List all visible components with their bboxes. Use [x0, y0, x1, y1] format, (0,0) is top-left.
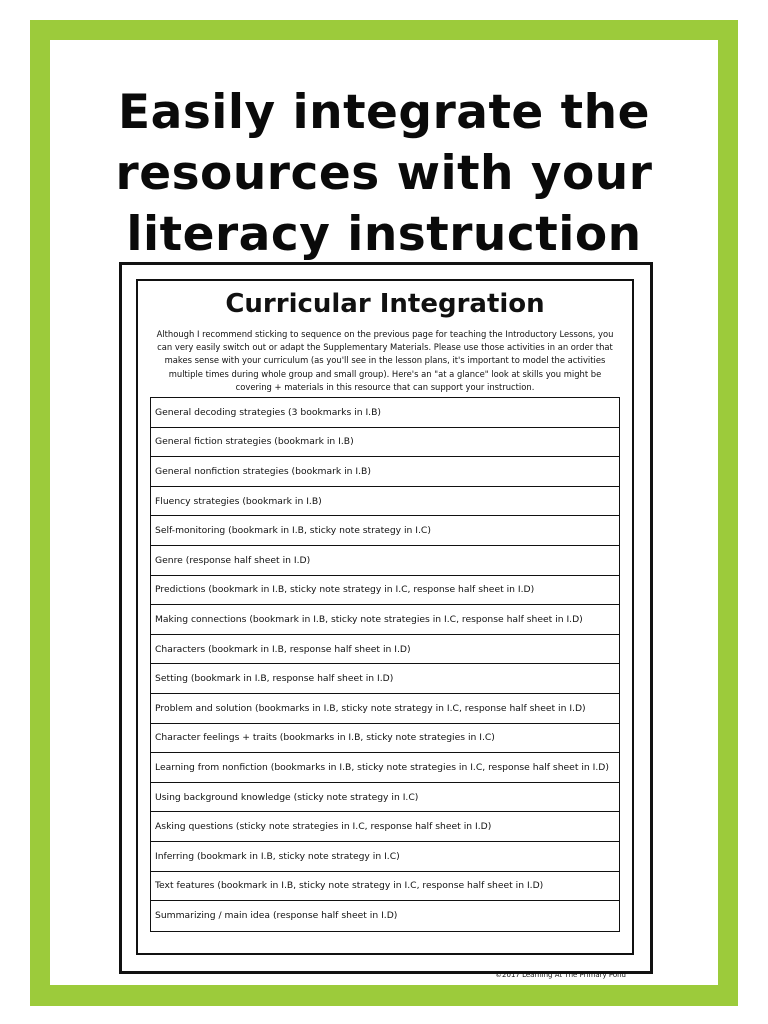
headline-line-3: literacy instruction: [126, 207, 642, 262]
table-row: Character feelings + traits (bookmarks in I.B, sticky note strategies in I.C): [151, 724, 619, 754]
worksheet-page: [119, 262, 653, 979]
table-row: Inferring (bookmark in I.B, sticky note strategy in I.C): [151, 842, 619, 872]
table-row: Asking questions (sticky note strategies in I.C, response half sheet in I.D): [151, 812, 619, 842]
table-row: Self-monitoring (bookmark in I.B, sticky note strategy in I.C): [151, 516, 619, 546]
table-row: Fluency strategies (bookmark in I.B): [151, 487, 619, 517]
worksheet-title: Curricular Integration: [225, 289, 545, 319]
headline-line-1: Easily integrate the: [118, 85, 650, 140]
skills-table: [150, 397, 620, 932]
table-row: General decoding strategies (3 bookmarks in I.B): [151, 398, 619, 428]
headline-line-2: resources with your: [115, 146, 653, 201]
table-row: Setting (bookmark in I.B, response half sheet in I.D): [151, 664, 619, 694]
table-row: Summarizing / main idea (response half sheet in I.D): [155, 910, 398, 922]
table-row: Predictions (bookmark in I.B, sticky note strategy in I.C, response half sheet in I.D): [151, 576, 619, 606]
copyright-credit: ©2017 Learning At The Primary Pond: [495, 971, 626, 979]
table-row: Making connections (bookmark in I.B, sticky note strategies in I.C, response half sheet in I.D): [151, 605, 619, 635]
white-panel: [50, 40, 718, 985]
table-row: General nonfiction strategies (bookmark in I.B): [151, 457, 619, 487]
table-row: Problem and solution (bookmarks in I.B, sticky note strategy in I.C, response half sheet in I.D): [151, 694, 619, 724]
table-row: Text features (bookmark in I.B, sticky note strategy in I.C, response half sheet in I.D): [151, 872, 619, 902]
table-row: Characters (bookmark in I.B, response half sheet in I.D): [151, 635, 619, 665]
green-frame: [30, 20, 738, 1006]
worksheet-intro: Although I recommend sticking to sequence on the previous page for teaching the Introductory Lessons, you can very easily switch out or adapt the Supplementary Materials. Please use those activities in an order that makes sense with your curriculum (as you'll see in the lesson plans, it's important to model the activities multiple times during whole group and small group). Here's an "at a glance" look at skills you might be covering + materials in this resource that can support your instruction.: [156, 329, 614, 392]
table-row: Learning from nonfiction (bookmarks in I.B, sticky note strategies in I.C, response half sheet in I.D): [151, 753, 619, 783]
worksheet-inner-border: [136, 279, 634, 979]
headline: [50, 82, 718, 265]
table-row: General fiction strategies (bookmark in I.B): [151, 428, 619, 458]
table-row: Genre (response half sheet in I.D): [151, 546, 619, 576]
table-row: Using background knowledge (sticky note strategy in I.C): [151, 783, 619, 813]
